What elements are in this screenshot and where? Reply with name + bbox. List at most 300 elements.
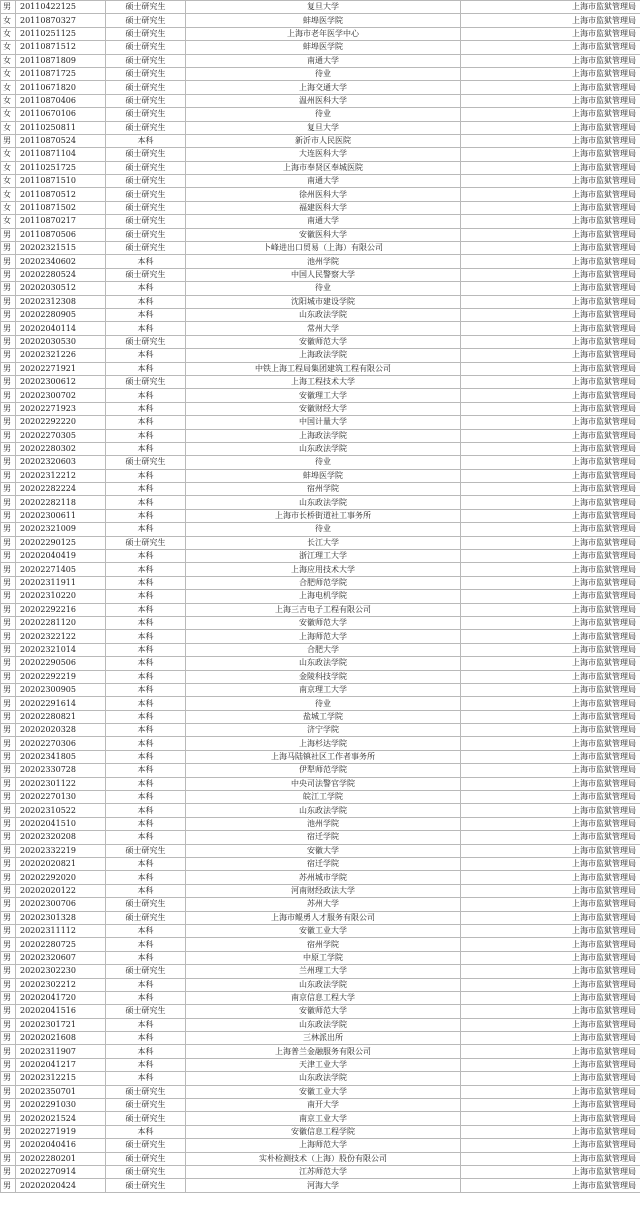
gender-cell: 男 bbox=[1, 764, 16, 777]
school-or-employer-cell: 苏州大学 bbox=[186, 898, 461, 911]
gender-cell: 男 bbox=[1, 134, 16, 147]
education-cell: 本科 bbox=[106, 804, 186, 817]
table-row bbox=[1, 509, 640, 522]
table-row bbox=[1, 362, 640, 375]
education-cell: 本科 bbox=[106, 643, 186, 656]
table-row bbox=[1, 201, 640, 214]
gender-cell: 男 bbox=[1, 483, 16, 496]
table-row bbox=[1, 898, 640, 911]
table-row bbox=[1, 724, 640, 737]
hiring-unit-cell: 上海市监狱管理局 bbox=[461, 282, 640, 295]
education-cell: 本科 bbox=[106, 416, 186, 429]
candidate-id-cell: 20202020122 bbox=[16, 884, 106, 897]
gender-cell: 女 bbox=[1, 14, 16, 27]
hiring-unit-cell: 上海市监狱管理局 bbox=[461, 1125, 640, 1138]
school-or-employer-cell: 盐城工学院 bbox=[186, 710, 461, 723]
gender-cell: 男 bbox=[1, 550, 16, 563]
table-row bbox=[1, 175, 640, 188]
school-or-employer-cell: 皖江工学院 bbox=[186, 791, 461, 804]
gender-cell: 男 bbox=[1, 683, 16, 696]
table-row bbox=[1, 764, 640, 777]
school-or-employer-cell: 池州学院 bbox=[186, 817, 461, 830]
gender-cell: 男 bbox=[1, 1179, 16, 1192]
candidate-id-cell: 20202270130 bbox=[16, 791, 106, 804]
school-or-employer-cell: 金陵科技学院 bbox=[186, 670, 461, 683]
school-or-employer-cell: 中国计量大学 bbox=[186, 416, 461, 429]
hiring-unit-cell: 上海市监狱管理局 bbox=[461, 523, 640, 536]
candidate-id-cell: 20110870406 bbox=[16, 94, 106, 107]
gender-cell: 男 bbox=[1, 1085, 16, 1098]
table-row bbox=[1, 81, 640, 94]
education-cell: 本科 bbox=[106, 1045, 186, 1058]
candidate-id-cell: 20202321009 bbox=[16, 523, 106, 536]
school-or-employer-cell: 南京信息工程大学 bbox=[186, 991, 461, 1004]
education-cell: 硕士研究生 bbox=[106, 375, 186, 388]
gender-cell: 男 bbox=[1, 469, 16, 482]
gender-cell: 男 bbox=[1, 991, 16, 1004]
gender-cell: 女 bbox=[1, 41, 16, 54]
candidate-id-cell: 20202282224 bbox=[16, 483, 106, 496]
gender-cell: 男 bbox=[1, 456, 16, 469]
school-or-employer-cell: 安徽信息工程学院 bbox=[186, 1125, 461, 1138]
table-row bbox=[1, 657, 640, 670]
candidate-id-cell: 20202281120 bbox=[16, 616, 106, 629]
candidate-id-cell: 20202290125 bbox=[16, 536, 106, 549]
school-or-employer-cell: 南通大学 bbox=[186, 215, 461, 228]
gender-cell: 男 bbox=[1, 295, 16, 308]
candidate-id-cell: 20202300706 bbox=[16, 898, 106, 911]
table-row bbox=[1, 108, 640, 121]
education-cell: 本科 bbox=[106, 282, 186, 295]
gender-cell: 男 bbox=[1, 335, 16, 348]
school-or-employer-cell: 复旦大学 bbox=[186, 121, 461, 134]
education-cell: 本科 bbox=[106, 750, 186, 763]
gender-cell: 男 bbox=[1, 255, 16, 268]
school-or-employer-cell: 南通大学 bbox=[186, 54, 461, 67]
education-cell: 本科 bbox=[106, 737, 186, 750]
school-or-employer-cell: 待业 bbox=[186, 282, 461, 295]
education-cell: 本科 bbox=[106, 429, 186, 442]
gender-cell: 男 bbox=[1, 737, 16, 750]
table-row bbox=[1, 924, 640, 937]
hiring-unit-cell: 上海市监狱管理局 bbox=[461, 965, 640, 978]
gender-cell: 男 bbox=[1, 416, 16, 429]
school-or-employer-cell: 新沂市人民医院 bbox=[186, 134, 461, 147]
school-or-employer-cell: 卜峰进出口贸易（上海）有限公司 bbox=[186, 242, 461, 255]
results-table-body bbox=[1, 1, 640, 1193]
school-or-employer-cell: 宿州学院 bbox=[186, 938, 461, 951]
education-cell: 硕士研究生 bbox=[106, 121, 186, 134]
hiring-unit-cell: 上海市监狱管理局 bbox=[461, 804, 640, 817]
gender-cell: 男 bbox=[1, 616, 16, 629]
school-or-employer-cell: 上海市奉贤区奉城医院 bbox=[186, 161, 461, 174]
education-cell: 本科 bbox=[106, 563, 186, 576]
candidate-id-cell: 20202300611 bbox=[16, 509, 106, 522]
candidate-id-cell: 20202302212 bbox=[16, 978, 106, 991]
gender-cell: 男 bbox=[1, 724, 16, 737]
school-or-employer-cell: 兰州理工大学 bbox=[186, 965, 461, 978]
school-or-employer-cell: 实朴检测技术（上海）股份有限公司 bbox=[186, 1152, 461, 1165]
school-or-employer-cell: 南通大学 bbox=[186, 175, 461, 188]
gender-cell: 男 bbox=[1, 1, 16, 14]
table-row bbox=[1, 978, 640, 991]
education-cell: 硕士研究生 bbox=[106, 54, 186, 67]
gender-cell: 女 bbox=[1, 81, 16, 94]
hiring-unit-cell: 上海市监狱管理局 bbox=[461, 724, 640, 737]
candidate-id-cell: 20202282118 bbox=[16, 496, 106, 509]
hiring-unit-cell: 上海市监狱管理局 bbox=[461, 817, 640, 830]
school-or-employer-cell: 中央司法警官学院 bbox=[186, 777, 461, 790]
education-cell: 硕士研究生 bbox=[106, 1165, 186, 1178]
school-or-employer-cell: 山东政法学院 bbox=[186, 1018, 461, 1031]
candidate-id-cell: 20202040416 bbox=[16, 1139, 106, 1152]
education-cell: 本科 bbox=[106, 442, 186, 455]
candidate-id-cell: 20202330728 bbox=[16, 764, 106, 777]
table-row bbox=[1, 349, 640, 362]
gender-cell: 男 bbox=[1, 804, 16, 817]
hiring-unit-cell: 上海市监狱管理局 bbox=[461, 710, 640, 723]
education-cell: 硕士研究生 bbox=[106, 161, 186, 174]
gender-cell: 女 bbox=[1, 175, 16, 188]
candidate-id-cell: 20202311907 bbox=[16, 1045, 106, 1058]
candidate-id-cell: 20202020424 bbox=[16, 1179, 106, 1192]
hiring-unit-cell: 上海市监狱管理局 bbox=[461, 898, 640, 911]
candidate-id-cell: 20202041217 bbox=[16, 1058, 106, 1071]
table-row bbox=[1, 683, 640, 696]
candidate-id-cell: 20110871502 bbox=[16, 201, 106, 214]
school-or-employer-cell: 蚌埠医学院 bbox=[186, 14, 461, 27]
table-row bbox=[1, 523, 640, 536]
school-or-employer-cell: 长江大学 bbox=[186, 536, 461, 549]
education-cell: 硕士研究生 bbox=[106, 41, 186, 54]
school-or-employer-cell: 山东政法学院 bbox=[186, 804, 461, 817]
hiring-unit-cell: 上海市监狱管理局 bbox=[461, 41, 640, 54]
gender-cell: 男 bbox=[1, 898, 16, 911]
table-row bbox=[1, 161, 640, 174]
hiring-unit-cell: 上海市监狱管理局 bbox=[461, 27, 640, 40]
table-row bbox=[1, 456, 640, 469]
gender-cell: 男 bbox=[1, 375, 16, 388]
candidate-id-cell: 20202021608 bbox=[16, 1032, 106, 1045]
gender-cell: 男 bbox=[1, 282, 16, 295]
education-cell: 硕士研究生 bbox=[106, 1112, 186, 1125]
gender-cell: 男 bbox=[1, 884, 16, 897]
school-or-employer-cell: 蚌埠医学院 bbox=[186, 469, 461, 482]
candidate-id-cell: 20202270305 bbox=[16, 429, 106, 442]
gender-cell: 男 bbox=[1, 1032, 16, 1045]
candidate-id-cell: 20202280905 bbox=[16, 308, 106, 321]
gender-cell: 男 bbox=[1, 536, 16, 549]
gender-cell: 男 bbox=[1, 442, 16, 455]
school-or-employer-cell: 上海应用技术大学 bbox=[186, 563, 461, 576]
school-or-employer-cell: 待业 bbox=[186, 523, 461, 536]
hiring-unit-cell: 上海市监狱管理局 bbox=[461, 657, 640, 670]
gender-cell: 男 bbox=[1, 965, 16, 978]
hiring-unit-cell: 上海市监狱管理局 bbox=[461, 54, 640, 67]
candidate-id-cell: 20202292219 bbox=[16, 670, 106, 683]
candidate-id-cell: 20202280524 bbox=[16, 268, 106, 281]
school-or-employer-cell: 安徽医科大学 bbox=[186, 228, 461, 241]
table-row bbox=[1, 188, 640, 201]
education-cell: 硕士研究生 bbox=[106, 536, 186, 549]
candidate-id-cell: 20202300905 bbox=[16, 683, 106, 696]
gender-cell: 男 bbox=[1, 389, 16, 402]
table-row bbox=[1, 871, 640, 884]
education-cell: 硕士研究生 bbox=[106, 1, 186, 14]
candidate-id-cell: 20202321226 bbox=[16, 349, 106, 362]
school-or-employer-cell: 上海市鲲勇人才服务有限公司 bbox=[186, 911, 461, 924]
table-row bbox=[1, 282, 640, 295]
school-or-employer-cell: 伊犁师范学院 bbox=[186, 764, 461, 777]
candidate-id-cell: 20202310220 bbox=[16, 590, 106, 603]
table-row bbox=[1, 255, 640, 268]
hiring-unit-cell: 上海市监狱管理局 bbox=[461, 911, 640, 924]
table-row bbox=[1, 1165, 640, 1178]
candidate-id-cell: 20202020328 bbox=[16, 724, 106, 737]
candidate-id-cell: 20202322122 bbox=[16, 630, 106, 643]
education-cell: 本科 bbox=[106, 603, 186, 616]
school-or-employer-cell: 宿迁学院 bbox=[186, 831, 461, 844]
candidate-id-cell: 20202312215 bbox=[16, 1072, 106, 1085]
education-cell: 本科 bbox=[106, 1018, 186, 1031]
candidate-id-cell: 20202291614 bbox=[16, 697, 106, 710]
table-row bbox=[1, 402, 640, 415]
school-or-employer-cell: 江苏师范大学 bbox=[186, 1165, 461, 1178]
candidate-id-cell: 20110870217 bbox=[16, 215, 106, 228]
education-cell: 硕士研究生 bbox=[106, 108, 186, 121]
candidate-id-cell: 20202311911 bbox=[16, 576, 106, 589]
hiring-unit-cell: 上海市监狱管理局 bbox=[461, 1139, 640, 1152]
hiring-unit-cell: 上海市监狱管理局 bbox=[461, 616, 640, 629]
hiring-unit-cell: 上海市监狱管理局 bbox=[461, 1112, 640, 1125]
school-or-employer-cell: 宿州学院 bbox=[186, 483, 461, 496]
education-cell: 本科 bbox=[106, 616, 186, 629]
gender-cell: 女 bbox=[1, 215, 16, 228]
hiring-unit-cell: 上海市监狱管理局 bbox=[461, 215, 640, 228]
hiring-unit-cell: 上海市监狱管理局 bbox=[461, 590, 640, 603]
table-row bbox=[1, 938, 640, 951]
gender-cell: 女 bbox=[1, 201, 16, 214]
candidate-id-cell: 20202311112 bbox=[16, 924, 106, 937]
education-cell: 硕士研究生 bbox=[106, 1085, 186, 1098]
gender-cell: 女 bbox=[1, 121, 16, 134]
hiring-unit-cell: 上海市监狱管理局 bbox=[461, 670, 640, 683]
gender-cell: 男 bbox=[1, 630, 16, 643]
candidate-id-cell: 20202320607 bbox=[16, 951, 106, 964]
hiring-unit-cell: 上海市监狱管理局 bbox=[461, 1179, 640, 1192]
gender-cell: 男 bbox=[1, 710, 16, 723]
hiring-unit-cell: 上海市监狱管理局 bbox=[461, 389, 640, 402]
hiring-unit-cell: 上海市监狱管理局 bbox=[461, 630, 640, 643]
gender-cell: 男 bbox=[1, 1045, 16, 1058]
table-row bbox=[1, 1032, 640, 1045]
hiring-unit-cell: 上海市监狱管理局 bbox=[461, 349, 640, 362]
education-cell: 硕士研究生 bbox=[106, 27, 186, 40]
school-or-employer-cell: 待业 bbox=[186, 456, 461, 469]
school-or-employer-cell: 中原工学院 bbox=[186, 951, 461, 964]
table-row bbox=[1, 1005, 640, 1018]
candidate-id-cell: 20202030512 bbox=[16, 282, 106, 295]
gender-cell: 男 bbox=[1, 670, 16, 683]
hiring-unit-cell: 上海市监狱管理局 bbox=[461, 188, 640, 201]
education-cell: 本科 bbox=[106, 322, 186, 335]
hiring-unit-cell: 上海市监狱管理局 bbox=[461, 991, 640, 1004]
education-cell: 本科 bbox=[106, 657, 186, 670]
education-cell: 本科 bbox=[106, 924, 186, 937]
hiring-unit-cell: 上海市监狱管理局 bbox=[461, 563, 640, 576]
hiring-unit-cell: 上海市监狱管理局 bbox=[461, 255, 640, 268]
candidate-id-cell: 20110670106 bbox=[16, 108, 106, 121]
candidate-id-cell: 20202301122 bbox=[16, 777, 106, 790]
gender-cell: 男 bbox=[1, 429, 16, 442]
school-or-employer-cell: 天津工业大学 bbox=[186, 1058, 461, 1071]
education-cell: 本科 bbox=[106, 764, 186, 777]
hiring-unit-cell: 上海市监狱管理局 bbox=[461, 362, 640, 375]
table-row bbox=[1, 750, 640, 763]
candidate-id-cell: 20110871512 bbox=[16, 41, 106, 54]
school-or-employer-cell: 大连医科大学 bbox=[186, 148, 461, 161]
candidate-id-cell: 20202280302 bbox=[16, 442, 106, 455]
school-or-employer-cell: 上海交通大学 bbox=[186, 81, 461, 94]
education-cell: 硕士研究生 bbox=[106, 911, 186, 924]
hiring-unit-cell: 上海市监狱管理局 bbox=[461, 335, 640, 348]
education-cell: 硕士研究生 bbox=[106, 94, 186, 107]
education-cell: 本科 bbox=[106, 791, 186, 804]
gender-cell: 男 bbox=[1, 603, 16, 616]
gender-cell: 男 bbox=[1, 228, 16, 241]
candidate-id-cell: 20202292216 bbox=[16, 603, 106, 616]
education-cell: 本科 bbox=[106, 308, 186, 321]
education-cell: 本科 bbox=[106, 630, 186, 643]
table-row bbox=[1, 710, 640, 723]
school-or-employer-cell: 上海电机学院 bbox=[186, 590, 461, 603]
table-row bbox=[1, 429, 640, 442]
gender-cell: 男 bbox=[1, 871, 16, 884]
candidate-id-cell: 20202292020 bbox=[16, 871, 106, 884]
table-row bbox=[1, 817, 640, 830]
candidate-id-cell: 20202340602 bbox=[16, 255, 106, 268]
education-cell: 本科 bbox=[106, 884, 186, 897]
candidate-id-cell: 20110870524 bbox=[16, 134, 106, 147]
candidate-id-cell: 20202312212 bbox=[16, 469, 106, 482]
education-cell: 硕士研究生 bbox=[106, 188, 186, 201]
candidate-id-cell: 20202290506 bbox=[16, 657, 106, 670]
candidate-id-cell: 20202041720 bbox=[16, 991, 106, 1004]
table-row bbox=[1, 1112, 640, 1125]
candidate-id-cell: 20202280821 bbox=[16, 710, 106, 723]
education-cell: 硕士研究生 bbox=[106, 67, 186, 80]
hiring-unit-cell: 上海市监狱管理局 bbox=[461, 750, 640, 763]
hiring-unit-cell: 上海市监狱管理局 bbox=[461, 643, 640, 656]
hiring-unit-cell: 上海市监狱管理局 bbox=[461, 550, 640, 563]
hiring-unit-cell: 上海市监狱管理局 bbox=[461, 148, 640, 161]
table-row bbox=[1, 791, 640, 804]
hiring-unit-cell: 上海市监狱管理局 bbox=[461, 791, 640, 804]
candidate-id-cell: 20202350701 bbox=[16, 1085, 106, 1098]
school-or-employer-cell: 苏州城市学院 bbox=[186, 871, 461, 884]
candidate-id-cell: 20110871104 bbox=[16, 148, 106, 161]
table-row bbox=[1, 1152, 640, 1165]
education-cell: 硕士研究生 bbox=[106, 81, 186, 94]
candidate-id-cell: 20202320208 bbox=[16, 831, 106, 844]
education-cell: 本科 bbox=[106, 670, 186, 683]
hiring-unit-cell: 上海市监狱管理局 bbox=[461, 108, 640, 121]
hiring-unit-cell: 上海市监狱管理局 bbox=[461, 416, 640, 429]
table-row bbox=[1, 630, 640, 643]
education-cell: 本科 bbox=[106, 1072, 186, 1085]
gender-cell: 男 bbox=[1, 1058, 16, 1071]
table-row bbox=[1, 1018, 640, 1031]
hiring-unit-cell: 上海市监狱管理局 bbox=[461, 603, 640, 616]
candidate-id-cell: 20110870327 bbox=[16, 14, 106, 27]
hiring-unit-cell: 上海市监狱管理局 bbox=[461, 228, 640, 241]
table-row bbox=[1, 1045, 640, 1058]
table-row bbox=[1, 844, 640, 857]
hiring-unit-cell: 上海市监狱管理局 bbox=[461, 938, 640, 951]
candidate-id-cell: 20202040419 bbox=[16, 550, 106, 563]
school-or-employer-cell: 沈阳城市建设学院 bbox=[186, 295, 461, 308]
gender-cell: 男 bbox=[1, 697, 16, 710]
education-cell: 本科 bbox=[106, 991, 186, 1004]
hiring-unit-cell: 上海市监狱管理局 bbox=[461, 1058, 640, 1071]
gender-cell: 男 bbox=[1, 362, 16, 375]
hiring-unit-cell: 上海市监狱管理局 bbox=[461, 456, 640, 469]
education-cell: 硕士研究生 bbox=[106, 965, 186, 978]
gender-cell: 男 bbox=[1, 858, 16, 871]
gender-cell: 男 bbox=[1, 1125, 16, 1138]
table-row bbox=[1, 777, 640, 790]
education-cell: 硕士研究生 bbox=[106, 1152, 186, 1165]
candidate-id-cell: 20202302230 bbox=[16, 965, 106, 978]
hiring-unit-cell: 上海市监狱管理局 bbox=[461, 375, 640, 388]
gender-cell: 男 bbox=[1, 1152, 16, 1165]
gender-cell: 男 bbox=[1, 1165, 16, 1178]
hiring-unit-cell: 上海市监狱管理局 bbox=[461, 175, 640, 188]
table-row bbox=[1, 1, 640, 14]
gender-cell: 男 bbox=[1, 924, 16, 937]
school-or-employer-cell: 河海大学 bbox=[186, 1179, 461, 1192]
gender-cell: 男 bbox=[1, 308, 16, 321]
school-or-employer-cell: 浙江理工大学 bbox=[186, 550, 461, 563]
school-or-employer-cell: 安徽师范大学 bbox=[186, 616, 461, 629]
candidate-id-cell: 20202321014 bbox=[16, 643, 106, 656]
candidate-id-cell: 20202292220 bbox=[16, 416, 106, 429]
candidate-id-cell: 20202280201 bbox=[16, 1152, 106, 1165]
candidate-id-cell: 20110871725 bbox=[16, 67, 106, 80]
candidate-id-cell: 20110250811 bbox=[16, 121, 106, 134]
hiring-unit-cell: 上海市监狱管理局 bbox=[461, 1072, 640, 1085]
table-row bbox=[1, 242, 640, 255]
table-row bbox=[1, 536, 640, 549]
table-row bbox=[1, 1099, 640, 1112]
candidate-id-cell: 20202301721 bbox=[16, 1018, 106, 1031]
table-row bbox=[1, 1085, 640, 1098]
gender-cell: 男 bbox=[1, 643, 16, 656]
education-cell: 硕士研究生 bbox=[106, 898, 186, 911]
school-or-employer-cell: 安徽师范大学 bbox=[186, 335, 461, 348]
hiring-unit-cell: 上海市监狱管理局 bbox=[461, 322, 640, 335]
hiring-unit-cell: 上海市监狱管理局 bbox=[461, 134, 640, 147]
hiring-unit-cell: 上海市监狱管理局 bbox=[461, 576, 640, 589]
table-row bbox=[1, 322, 640, 335]
school-or-employer-cell: 山东政法学院 bbox=[186, 657, 461, 670]
education-cell: 硕士研究生 bbox=[106, 148, 186, 161]
hiring-unit-cell: 上海市监狱管理局 bbox=[461, 81, 640, 94]
hiring-unit-cell: 上海市监狱管理局 bbox=[461, 1165, 640, 1178]
gender-cell: 男 bbox=[1, 496, 16, 509]
gender-cell: 男 bbox=[1, 817, 16, 830]
gender-cell: 女 bbox=[1, 188, 16, 201]
